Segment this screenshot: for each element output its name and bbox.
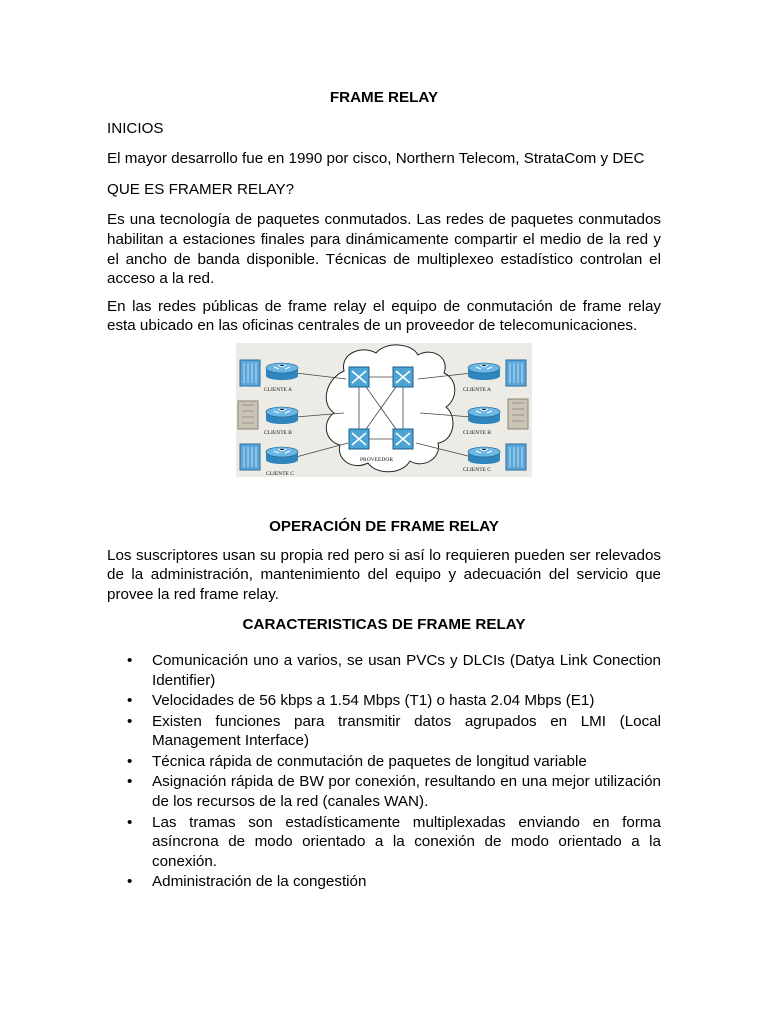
office-building-icon: [508, 399, 528, 429]
left-client-b-label: CLIENTE B: [264, 429, 292, 436]
switch-icon: [393, 429, 413, 449]
document-page: [107, 88, 661, 893]
router-icon: [266, 407, 298, 424]
office-building-icon: [238, 401, 258, 429]
switch-icon: [349, 367, 369, 387]
list-item-text: Administración de la congestión: [152, 873, 367, 891]
list-item: [107, 712, 661, 751]
list-item-text: Velocidades de 56 kbps a 1.54 Mbps (T1) o hasta 2.04 Mbps (E1): [152, 692, 595, 710]
list-item-text: Técnica rápida de conmutación de paquetes de longitud variable: [152, 752, 587, 770]
right-client-a-label: CLIENTE A: [463, 386, 491, 393]
operacion-text: Los suscriptores usan su propia red pero si así lo requieren pueden ser relevados de la administración, mantenimiento del equipo y adecuación del servicio que provee la red frame relay.: [107, 546, 661, 603]
router-icon: [468, 363, 500, 380]
bullet-icon: •: [127, 712, 133, 730]
que-es-paragraph-1: Es una tecnología de paquetes conmutados. Las redes de paquetes conmutados habilitan a estaciones finales para dinámicamente compartir el medio de la red y el ancho de banda disponible. Técnicas de multiplexeo estadístico controlan el acceso a la red.: [107, 211, 661, 288]
caracteristicas-list: [107, 651, 661, 892]
list-item: [107, 691, 661, 711]
list-item: [107, 872, 661, 892]
list-item-text: Las tramas son estadísticamente multiplexadas enviando en forma asíncrona de modo orientado a la conexión de modo orientado a la conexión.: [152, 813, 661, 870]
list-item: [107, 772, 661, 811]
building-icon: [240, 360, 260, 386]
frame-relay-network-figure: [236, 343, 532, 477]
router-icon: [468, 407, 500, 424]
router-icon: [266, 363, 298, 380]
que-es-heading: QUE ES FRAMER RELAY?: [107, 180, 295, 198]
bullet-icon: •: [127, 692, 133, 710]
document-title: FRAME RELAY: [329, 89, 439, 106]
list-item-text: Existen funciones para transmitir datos agrupados en LMI (Local Management Interface): [152, 712, 661, 750]
right-client-c-label: CLIENTE C: [463, 466, 491, 473]
bullet-icon: •: [127, 773, 133, 791]
list-item: [107, 813, 661, 872]
switch-icon: [349, 429, 369, 449]
right-client-b-label: CLIENTE B: [463, 429, 491, 436]
left-client-c-label: CLIENTE C: [266, 470, 294, 477]
list-item: [107, 651, 661, 690]
building-icon: [506, 360, 526, 386]
caracteristicas-heading: CARACTERISTICAS DE FRAME RELAY: [242, 616, 526, 634]
provider-cloud: [326, 345, 454, 472]
bullet-icon: •: [127, 873, 133, 891]
provider-label: PROVEEDOR: [360, 456, 394, 463]
bullet-icon: •: [127, 651, 133, 669]
switch-icon: [393, 367, 413, 387]
router-icon: [468, 447, 500, 464]
list-item-text: Comunicación uno a varios, se usan PVCs y DLCIs (Datya Link Conection Identifier): [152, 651, 661, 689]
router-icon: [266, 447, 298, 464]
list-item-text: Asignación rápida de BW por conexión, resultando en una mejor utilización de los recursos de la red (canales WAN).: [152, 773, 661, 811]
building-icon: [240, 444, 260, 470]
list-item: [107, 752, 661, 772]
inicios-text: El mayor desarrollo fue en 1990 por cisco, Northern Telecom, StrataCom y DEC: [107, 150, 645, 168]
inicios-heading: INICIOS: [107, 119, 164, 137]
que-es-paragraph-2: En las redes públicas de frame relay el equipo de conmutación de frame relay esta ubicado en las oficinas centrales de un proveedor de telecomunicaciones.: [107, 297, 661, 335]
operacion-heading: OPERACIÓN DE FRAME RELAY: [269, 517, 499, 535]
building-icon: [506, 444, 526, 470]
network-diagram: [236, 343, 532, 477]
bullet-icon: •: [127, 813, 133, 831]
left-client-a-label: CLIENTE A: [264, 386, 292, 393]
bullet-icon: •: [127, 752, 133, 770]
